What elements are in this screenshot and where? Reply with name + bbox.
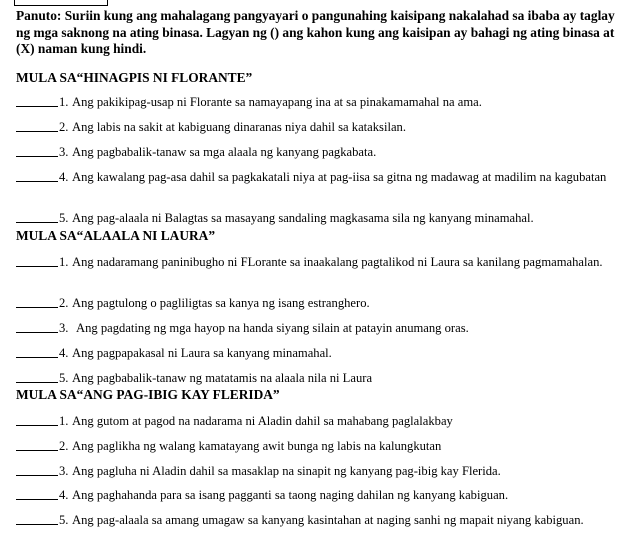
item-text: Ang pag-alaala sa amang umagaw sa kanyang kasintahan at naging sanhi ng mapait niyang kabiguan. — [72, 513, 584, 527]
instructions-paragraph: Panuto: Suriin kung ang mahalagang pangyayari o pangunahing kaisipang nakalahad sa ibaba ay taglay ng mga saknong na ating binasa. Lagyan ng () ang kahon kung ang kaisipan ay bahagi ng ating binasa at (X) naman kung hindi. — [16, 8, 615, 56]
item-number: 1. — [59, 255, 69, 269]
answer-blank[interactable] — [16, 332, 58, 333]
answer-blank[interactable] — [16, 357, 58, 358]
answer-blank[interactable] — [16, 131, 58, 132]
item-number: 4. — [59, 488, 69, 502]
answer-blank[interactable] — [16, 266, 58, 267]
answer-blank[interactable] — [16, 307, 58, 308]
top-border-fragment — [14, 0, 108, 6]
answer-blank[interactable] — [16, 425, 58, 426]
section-title-hinagpis: MULA SA“HINAGPIS NI FLORANTE” — [16, 70, 253, 85]
section-title-alaala: MULA SA“ALAALA NI LAURA” — [16, 228, 216, 243]
item-text: Ang paghahanda para sa isang pagganti sa taong naging dahilan ng kanyang kabiguan. — [72, 488, 509, 502]
item-number: 3. — [59, 145, 69, 159]
item-number: 3. — [59, 321, 69, 335]
item-text: Ang pagbabalik-tanaw ng matatamis na alaala nila ni Laura — [72, 371, 373, 385]
item-text: Ang labis na sakit at kabiguang dinaranas niya dahil sa kataksilan. — [72, 120, 406, 134]
answer-blank[interactable] — [16, 524, 58, 525]
answer-blank[interactable] — [16, 156, 58, 157]
item-number: 4. — [59, 170, 69, 184]
item-number: 1. — [59, 95, 69, 109]
item-text: Ang pagdating ng mga hayop na handa siyang silain at patayin anumang oras. — [76, 321, 469, 335]
answer-blank[interactable] — [16, 382, 58, 383]
section-title-text: MULA SA“ANG PAG-IBIG KAY FLERIDA” — [16, 387, 280, 402]
item-number: 2. — [59, 120, 69, 134]
item-text: Ang pagpapakasal ni Laura sa kanyang minamahal. — [72, 346, 332, 360]
item-number: 3. — [59, 464, 69, 478]
item-text: Ang pagluha ni Aladin dahil sa masaklap na sinapit ng kanyang pag-ibig kay Flerida. — [72, 464, 501, 478]
item-text: Ang kawalang pag-asa dahil sa pagkakatali niya at pag-iisa sa gitna ng madawag at madilim na kagubatan — [72, 170, 607, 184]
answer-blank[interactable] — [16, 222, 58, 223]
section-title-flerida — [16, 387, 280, 403]
answer-blank[interactable] — [16, 106, 58, 107]
item-number: 1. — [59, 414, 69, 428]
answer-blank[interactable] — [16, 181, 58, 182]
answer-blank[interactable] — [16, 499, 58, 500]
item-text: Ang paglikha ng walang kamatayang awit bunga ng labis na kalungkutan — [72, 439, 442, 453]
item-number: 2. — [59, 439, 69, 453]
item-number: 5. — [59, 513, 69, 527]
item-number: 2. — [59, 296, 69, 310]
item-text: Ang pag-alaala ni Balagtas sa masayang sandaling magkasama sila ng kanyang minamahal. — [72, 211, 534, 225]
answer-blank[interactable] — [16, 450, 58, 451]
answer-blank[interactable] — [16, 475, 58, 476]
item-number: 5. — [59, 211, 69, 225]
item-text: Ang pakikipag-usap ni Florante sa namayapang ina at sa pinakamamahal na ama. — [72, 95, 482, 109]
item-number: 5. — [59, 371, 69, 385]
item-text: Ang pagbabalik-tanaw sa mga alaala ng kanyang pagkabata. — [72, 145, 377, 159]
item-text: Ang gutom at pagod na nadarama ni Aladin dahil sa mahabang paglalakbay — [72, 414, 453, 428]
item-text: Ang nadaramang paninibugho ni FLorante sa inaakalang pagtalikod ni Laura sa kanilang pagmamahalan. — [72, 255, 603, 269]
item-text: Ang pagtulong o pagliligtas sa kanya ng isang estranghero. — [72, 296, 370, 310]
item-number: 4. — [59, 346, 69, 360]
